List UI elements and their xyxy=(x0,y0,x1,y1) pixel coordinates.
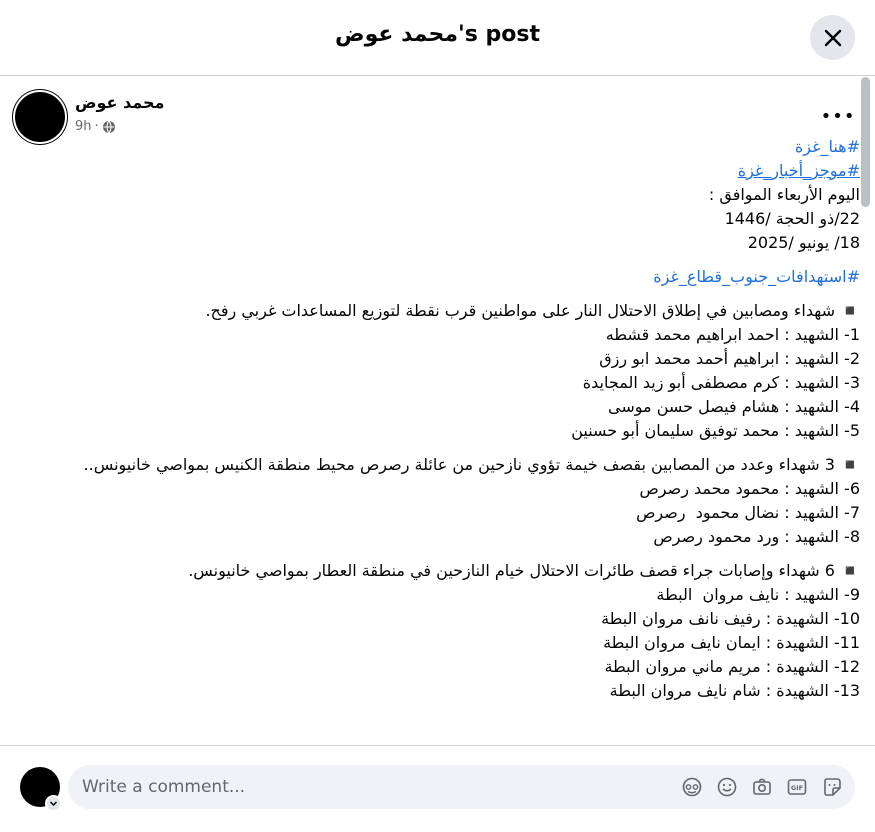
post-text-line: 18/ يونيو /2025 xyxy=(747,233,860,252)
post-text-line: 8- الشهيد : ورد محمود رصرص xyxy=(653,527,860,546)
post-text-line: 2- الشهيد : ابراهيم أحمد محمد ابو رزق xyxy=(599,349,860,368)
globe-icon xyxy=(102,120,116,134)
paragraph-gap xyxy=(20,549,860,559)
avatar-dropdown-badge[interactable] xyxy=(45,795,62,812)
hashtag-link[interactable]: #استهدافات_جنوب_قطاع_غزة xyxy=(653,267,860,286)
post-text-line: 4- الشهيد : هشام فيصل حسن موسى xyxy=(608,397,860,416)
more-options-button[interactable] xyxy=(820,101,856,131)
comment-input[interactable] xyxy=(82,765,642,809)
svg-text:GIF: GIF xyxy=(790,784,804,793)
post-text-line: 13- الشهيدة : شام نايف مروان البطة xyxy=(609,681,860,700)
paragraph-gap xyxy=(20,443,860,453)
post-text-line: 22/ذو الحجة /1446 xyxy=(724,209,860,228)
post-text-line: ◾️ 6 شهداء وإصابات جراء قصف طائرات الاحتلال خيام النازحين في منطقة العطار بمواصي خانيونس. xyxy=(188,561,860,580)
post-text-line: 12- الشهيدة : مريم ماني مروان البطة xyxy=(604,657,860,676)
post-text-line: 3- الشهيد : كرم مصطفى أبو زيد المجايدة xyxy=(582,373,860,392)
post-text-line: ◾️ شهداء ومصابين في إطلاق الاحتلال النار على مواطنين قرب نقطة لتوزيع المساعدات غربي رفح. xyxy=(205,301,860,320)
author-name[interactable]: محمد عوض xyxy=(75,93,165,112)
post-text-line: 1- الشهيد : احمد ابراهيم محمد قشطه xyxy=(605,325,860,344)
chevron-down-icon xyxy=(49,799,58,808)
avatar-sticker-icon[interactable] xyxy=(681,776,703,798)
post-text-line: ◾️ 3 شهداء وعدد من المصابين بقصف خيمة تؤوي نازحين من عائلة رصرص محيط منطقة الكنيس بمواصي خانيونس.. xyxy=(83,455,860,474)
comment-box[interactable] xyxy=(68,765,855,809)
dialog-title: محمد عوض's post xyxy=(335,22,540,47)
hashtag-link[interactable]: #موجز_أخبار_غزة xyxy=(737,161,860,180)
close-button[interactable] xyxy=(810,15,855,60)
close-icon xyxy=(822,27,844,49)
post-dialog-header xyxy=(0,0,875,76)
comment-composer xyxy=(0,745,875,832)
camera-icon[interactable] xyxy=(751,776,773,798)
post-text-line: 5- الشهيد : محمد توفيق سليمان أبو حسنين xyxy=(571,421,860,440)
post-text-line: 11- الشهيدة : ايمان نايف مروان البطة xyxy=(603,633,860,652)
paragraph-gap xyxy=(20,289,860,299)
scrollbar[interactable] xyxy=(861,77,870,207)
more-icon: ••• xyxy=(820,105,856,127)
paragraph-gap xyxy=(20,255,860,265)
sticker-icon[interactable] xyxy=(821,776,843,798)
meta-separator: · xyxy=(94,119,99,134)
post-text-line: 10- الشهيدة : رفيف نانف مروان البطة xyxy=(601,609,860,628)
post-text-line: 6- الشهيد : محمود محمد رصرص xyxy=(639,479,860,498)
post-text-line: اليوم الأربعاء الموافق : xyxy=(708,185,860,204)
post-meta xyxy=(75,119,116,134)
post-content-area[interactable] xyxy=(0,77,875,745)
emoji-icon[interactable] xyxy=(716,776,738,798)
post-text-line: 9- الشهيد : نايف مروان البطة xyxy=(656,585,860,604)
gif-icon[interactable] xyxy=(786,776,808,798)
post-time[interactable]: 9h xyxy=(75,119,92,134)
post-text-line: 7- الشهيد : نضال محمود رصرص xyxy=(636,503,860,522)
post-text xyxy=(20,135,860,703)
hashtag-link[interactable]: #هنا_غزة xyxy=(794,137,860,156)
